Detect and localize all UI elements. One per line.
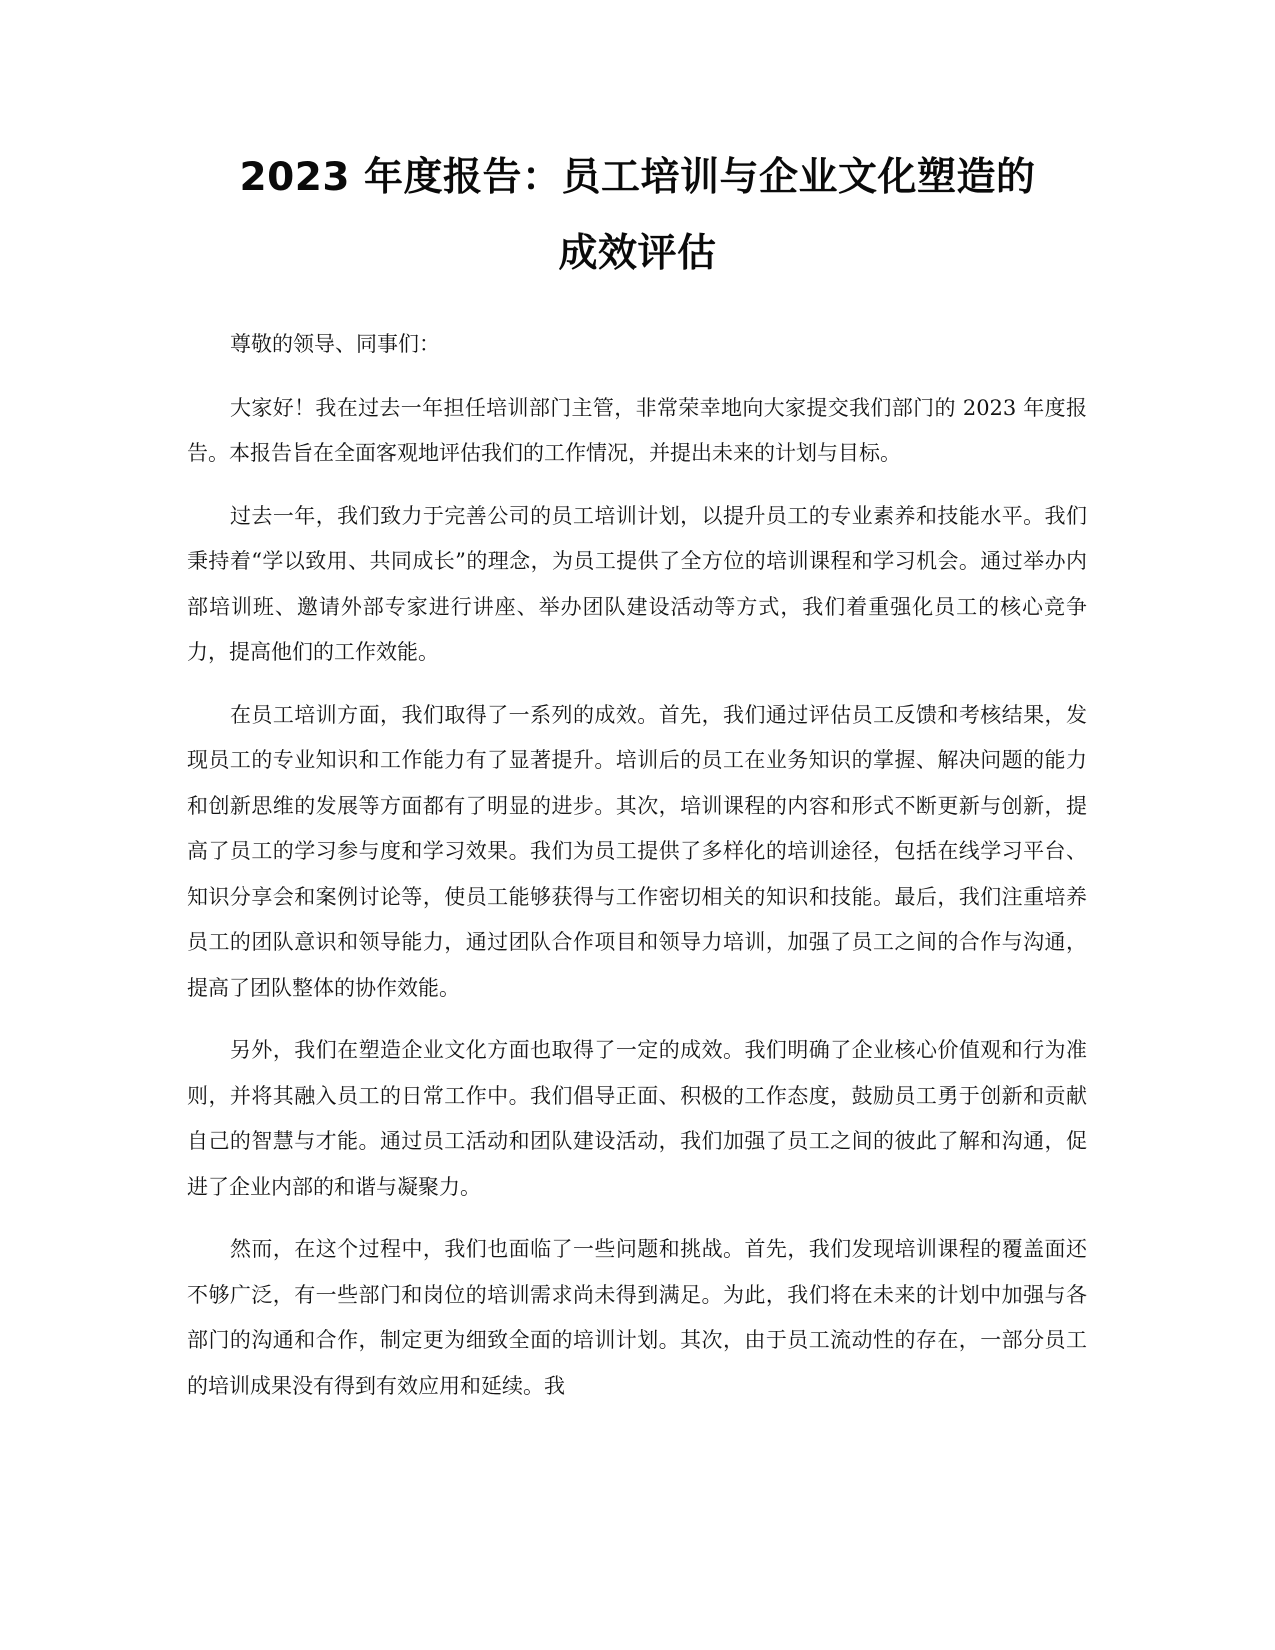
salutation: 尊敬的领导、同事们： <box>230 332 440 356</box>
paragraph-challenges: 然而，在这个过程中，我们也面临了一些问题和挑战。首先，我们发现培训课程的覆盖面还不够广泛，有一些部门和岗位的培训需求尚未得到满足。为此，我们将在未来的计划中加强与各部门的沟通和合作，制定更为细致全面的培训计划。其次，由于员工流动性的存在，一部分员工的培训成果没有得到有效应用和延续。我 <box>187 1237 1087 1398</box>
paragraph-training-plan: 过去一年，我们致力于完善公司的员工培训计划，以提升员工的专业素养和技能水平。我们秉持着“学以致用、共同成长”的理念，为员工提供了全方位的培训课程和学习机会。通过举办内部培训班、邀请外部专家进行讲座、举办团队建设活动等方式，我们着重强化员工的核心竞争力，提高他们的工作效能。 <box>187 503 1087 664</box>
document-body <box>187 322 1087 1426</box>
document-title-line-2: 成效评估 <box>558 231 717 276</box>
paragraph-corporate-culture: 另外，我们在塑造企业文化方面也取得了一定的成效。我们明确了企业核心价值观和行为准则，并将其融入员工的日常工作中。我们倡导正面、积极的工作态度，鼓励员工勇于创新和贡献自己的智慧与才能。通过员工活动和团队建设活动，我们加强了员工之间的彼此了解和沟通，促进了企业内部的和谐与凝聚力。 <box>187 1038 1087 1199</box>
paragraph-training-results: 在员工培训方面，我们取得了一系列的成效。首先，我们通过评估员工反馈和考核结果，发现员工的专业知识和工作能力有了显著提升。培训后的员工在业务知识的掌握、解决问题的能力和创新思维的发展等方面都有了明显的进步。其次，培训课程的内容和形式不断更新与创新，提高了员工的学习参与度和学习效果。我们为员工提供了多样化的培训途径，包括在线学习平台、知识分享会和案例讨论等，使员工能够获得与工作密切相关的知识和技能。最后，我们注重培养员工的团队意识和领导能力，通过团队合作项目和领导力培训，加强了员工之间的合作与沟通，提高了团队整体的协作效能。 <box>187 702 1087 1000</box>
document-title <box>180 140 1095 292</box>
paragraph-intro: 大家好！我在过去一年担任培训部门主管，非常荣幸地向大家提交我们部门的 2023 年度报告。本报告旨在全面客观地评估我们的工作情况，并提出未来的计划与目标。 <box>187 395 1087 465</box>
document-title-line-1: 2023 年度报告：员工培训与企业文化塑造的 <box>239 155 1036 200</box>
